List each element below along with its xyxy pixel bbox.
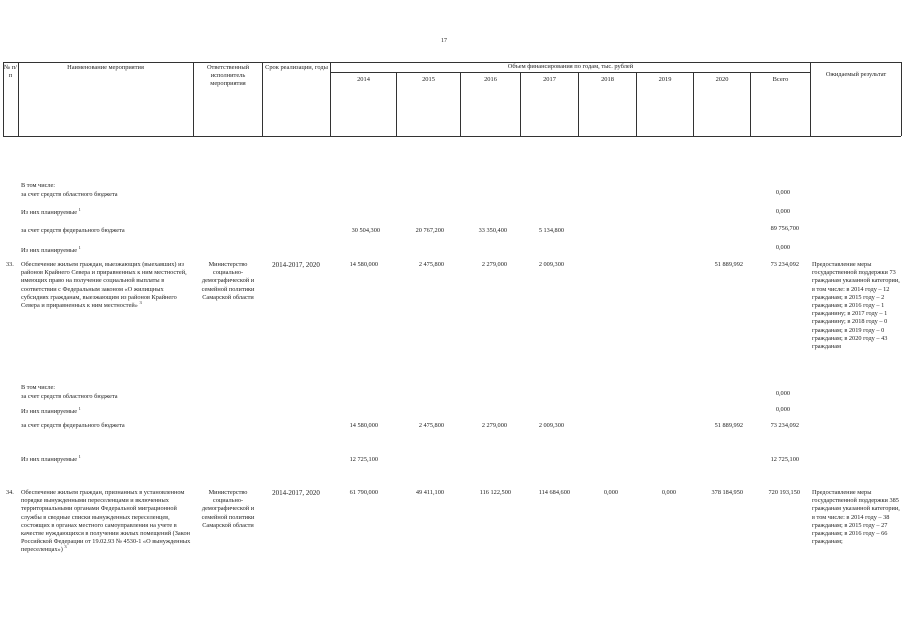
top-planned2-total: 0,000 (775, 244, 790, 251)
row33-regional-total: 0,000 (775, 390, 790, 397)
row33-federal-label: за счет средств федерального бюджета (21, 422, 125, 429)
row33-federal-2015: 2 475,800 (418, 422, 444, 429)
top-federal-2014: 30 504,300 (351, 227, 380, 234)
header-total: Всего (772, 76, 789, 83)
header-no: № п/п (4, 64, 17, 79)
header-responsible: Ответственный исполнитель мероприятия (206, 64, 250, 87)
header-year-2019: 2019 (658, 76, 672, 83)
top-planned1-label: Из них планируемые $^1$ (21, 206, 81, 216)
header-term: Срок реализации, годы (265, 64, 328, 71)
top-federal-2016: 33 350,400 (478, 227, 507, 234)
header-year-2017: 2017 (543, 76, 556, 83)
row33-planned1-label: Из них планируемые $^1$ (21, 405, 81, 415)
row33-planned2-label: Из них планируемые $^1$ (21, 453, 81, 463)
row33-name: Обеспечение жильем граждан, выезжающих (выехавших) из районов Крайнего Севера и приравненных к ним местностей, имеющих право на получение социальной выплаты в соответствии с Федеральным законом «О жилищных субсидиях гражданам, выезжающим из районов Крайнего Севера и приравненных к ним местностей» $^3$ (21, 261, 187, 310)
top-incl: В том числе: (21, 182, 56, 189)
row34-2019: 0,000 (661, 489, 676, 496)
top-regional-label: за счет средств областного бюджета (21, 191, 118, 198)
row34-number: 34. (6, 489, 14, 496)
row33-2016: 2 279,000 (481, 261, 507, 268)
row34-term: 2014-2017, 2020 (272, 489, 320, 497)
row33-number: 33. (6, 261, 14, 268)
row33-responsible: Министерство социально-демографической и семейной политики Самарской области (201, 261, 255, 301)
row33-total: 73 234,092 (770, 261, 799, 268)
row34-responsible: Министерство социально-демографической и семейной политики Самарской области (201, 489, 255, 529)
top-planned2-label: Из них планируемые $^1$ (21, 244, 81, 254)
header-year-2020: 2020 (715, 76, 729, 83)
top-federal-2015: 20 767,200 (415, 227, 444, 234)
top-federal-label: за счет средств федерального бюджета (21, 227, 125, 234)
header-year-2016: 2016 (484, 76, 497, 83)
row33-planned2-total: 12 725,100 (770, 456, 799, 463)
row33-planned1-total: 0,000 (775, 406, 790, 413)
page-number: 17 (441, 38, 447, 44)
row34-2017: 114 684,600 (538, 489, 570, 496)
row34-result: Предоставление меры государственной поддержки 385 гражданам указанной категории, в том числе: в 2014 году – 38 гражданам; в 2015 году – 27 гражданам; в 2016 году – 66 гражданам; (812, 489, 900, 546)
header-year-2018: 2018 (601, 76, 614, 83)
top-regional-total: 0,000 (775, 189, 790, 196)
row33-federal-2016: 2 279,000 (481, 422, 507, 429)
row33-federal-2014: 14 580,000 (349, 422, 378, 429)
row33-incl: В том числе: (21, 384, 56, 391)
header-name: Наименование мероприятия (67, 64, 144, 71)
row33-planned2-2014: 12 725,100 (349, 456, 378, 463)
row33-regional-label: за счет средств областного бюджета (21, 393, 118, 400)
row33-result: Предоставление меры государственной поддержки 73 гражданам указанной категории, в том числе: в 2014 году – 12 гражданам; в 2015 году – 2 гражданам; в 2016 году – 1 гражданину; в 2017 году – 1 гражданину; в 2018 году – 0 гражданам; в 2019 году – 0 гражданам; в 2020 году – 43 гражданам (812, 261, 900, 351)
top-federal-total: 89 756,700 (770, 225, 799, 232)
row33-2015: 2 475,800 (418, 261, 444, 268)
header-years-line (330, 72, 810, 73)
header-funding: Объем финансирования по годам, тыс. рублей (507, 63, 634, 70)
row33-federal-total: 73 234,092 (770, 422, 799, 429)
row34-2020: 378 184,950 (711, 489, 743, 496)
row33-federal-2017: 2 009,300 (538, 422, 564, 429)
row34-2014: 61 790,000 (349, 489, 378, 496)
header-result: Ожидаемый результат (825, 71, 887, 78)
top-planned1-total: 0,000 (775, 208, 790, 215)
header-bottom-line (3, 136, 901, 137)
col-divider (18, 62, 19, 136)
col-divider (901, 62, 902, 136)
row33-federal-2020: 51 889,992 (714, 422, 743, 429)
col-divider (330, 62, 331, 136)
row33-2017: 2 009,300 (538, 261, 564, 268)
row34-2018: 0,000 (603, 489, 618, 496)
top-federal-2017: 5 134,800 (538, 227, 564, 234)
col-divider (262, 62, 263, 136)
header-year-2015: 2015 (422, 76, 435, 83)
row33-term: 2014-2017, 2020 (272, 261, 320, 269)
row34-2015: 49 411,100 (415, 489, 444, 496)
row33-2020: 51 889,992 (714, 261, 743, 268)
row34-2016: 116 122,500 (479, 489, 511, 496)
row34-total: 720 193,150 (768, 489, 800, 496)
row34-name: Обеспечение жильем граждан, признанных в установленном порядке вынужденными переселенцами и включенных территориальными органами Федеральной миграционной службы в сводные списки вынужденных переселенцев, состоящих в органах местного самоуправления на учете в качестве нуждающихся в получении жилых помещений (Закон Российской Федерации от 19.02.93 № 4530-1 «О вынужденных переселенцах») $^3$ (21, 489, 191, 554)
header-year-2014: 2014 (357, 76, 370, 83)
row33-2014: 14 580,000 (349, 261, 378, 268)
